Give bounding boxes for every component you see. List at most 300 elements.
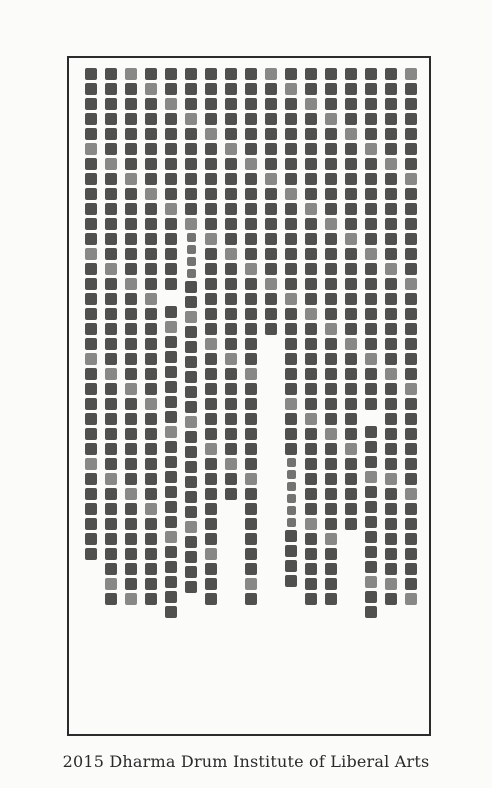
glyph (325, 383, 337, 395)
footer-credit: 2015 Dharma Drum Institute of Liberal Arts (62, 752, 430, 771)
glyph (365, 323, 377, 335)
glyph (165, 471, 177, 483)
glyph (205, 278, 217, 290)
glyph (105, 98, 117, 110)
glyph (245, 533, 257, 545)
glyph (187, 233, 196, 242)
glyph (145, 533, 157, 545)
glyph (365, 188, 377, 200)
glyph (305, 338, 317, 350)
glyph (125, 383, 137, 395)
glyph (205, 383, 217, 395)
glyph (185, 401, 197, 413)
glyph (365, 233, 377, 245)
glyph (325, 113, 337, 125)
glyph (205, 158, 217, 170)
glyph (125, 338, 137, 350)
glyph (165, 441, 177, 453)
glyph (345, 443, 357, 455)
glyph (145, 443, 157, 455)
glyph (165, 426, 177, 438)
glyph (287, 518, 296, 527)
glyph (105, 278, 117, 290)
glyph (325, 98, 337, 110)
glyph (185, 386, 197, 398)
glyph (385, 338, 397, 350)
glyph (405, 188, 417, 200)
glyph (125, 563, 137, 575)
glyph (225, 188, 237, 200)
glyph (325, 338, 337, 350)
glyph (245, 443, 257, 455)
glyph (285, 353, 297, 365)
glyph (405, 128, 417, 140)
glyph (125, 128, 137, 140)
glyph (325, 398, 337, 410)
glyph (265, 278, 277, 290)
glyph (245, 263, 257, 275)
glyph (145, 488, 157, 500)
glyph (225, 113, 237, 125)
glyph (165, 248, 177, 260)
glyph (385, 578, 397, 590)
glyph (185, 536, 197, 548)
glyph (187, 269, 196, 278)
glyph (205, 428, 217, 440)
glyph (245, 338, 257, 350)
glyph (385, 113, 397, 125)
glyph (165, 263, 177, 275)
glyph (105, 68, 117, 80)
glyph (165, 576, 177, 588)
glyph (285, 233, 297, 245)
glyph (285, 575, 297, 587)
glyph (145, 263, 157, 275)
glyph (345, 473, 357, 485)
glyph (285, 143, 297, 155)
glyph (245, 218, 257, 230)
glyph (105, 593, 117, 605)
glyph (105, 308, 117, 320)
glyph (245, 518, 257, 530)
glyph (385, 83, 397, 95)
glyph (245, 323, 257, 335)
glyph (385, 98, 397, 110)
glyph (185, 143, 197, 155)
glyph (385, 293, 397, 305)
glyph (305, 263, 317, 275)
glyph (105, 323, 117, 335)
glyph (125, 398, 137, 410)
glyph (165, 516, 177, 528)
glyph (325, 128, 337, 140)
text-column (303, 68, 319, 724)
glyph (165, 83, 177, 95)
glyph (345, 128, 357, 140)
glyph (205, 98, 217, 110)
glyph (305, 398, 317, 410)
glyph (165, 591, 177, 603)
glyph (105, 518, 117, 530)
punctuation-gap (365, 413, 377, 423)
glyph (125, 233, 137, 245)
glyph (85, 188, 97, 200)
glyph (345, 173, 357, 185)
glyph (365, 546, 377, 558)
glyph (385, 203, 397, 215)
glyph (125, 548, 137, 560)
glyph (245, 98, 257, 110)
glyph (285, 128, 297, 140)
glyph (205, 548, 217, 560)
glyph (265, 263, 277, 275)
glyph (385, 563, 397, 575)
glyph (145, 368, 157, 380)
glyph (225, 278, 237, 290)
glyph (165, 188, 177, 200)
glyph (85, 143, 97, 155)
glyph (225, 128, 237, 140)
glyph (305, 443, 317, 455)
glyph (165, 98, 177, 110)
glyph (185, 446, 197, 458)
glyph (105, 263, 117, 275)
glyph (185, 341, 197, 353)
glyph (345, 488, 357, 500)
glyph (305, 518, 317, 530)
glyph (345, 518, 357, 530)
glyph (287, 494, 296, 503)
glyph (245, 158, 257, 170)
glyph (345, 338, 357, 350)
glyph (205, 473, 217, 485)
text-column (223, 68, 239, 724)
glyph (245, 458, 257, 470)
glyph (145, 548, 157, 560)
glyph (325, 593, 337, 605)
glyph (85, 278, 97, 290)
glyph (385, 398, 397, 410)
glyph (85, 308, 97, 320)
glyph (365, 218, 377, 230)
glyph (325, 173, 337, 185)
glyph (325, 563, 337, 575)
glyph (165, 321, 177, 333)
glyph (125, 248, 137, 260)
glyph (125, 413, 137, 425)
glyph (265, 323, 277, 335)
glyph (305, 248, 317, 260)
glyph (365, 68, 377, 80)
glyph (245, 368, 257, 380)
glyph (325, 233, 337, 245)
glyph (165, 306, 177, 318)
text-column (183, 68, 199, 724)
glyph (325, 203, 337, 215)
glyph (365, 278, 377, 290)
glyph (285, 263, 297, 275)
glyph (265, 143, 277, 155)
glyph (305, 113, 317, 125)
glyph (145, 473, 157, 485)
vertical-text-columns (83, 68, 419, 724)
glyph (165, 501, 177, 513)
glyph (205, 143, 217, 155)
glyph (385, 218, 397, 230)
glyph (145, 383, 157, 395)
glyph (287, 458, 296, 467)
glyph (265, 113, 277, 125)
glyph (405, 158, 417, 170)
glyph (305, 128, 317, 140)
glyph (385, 68, 397, 80)
glyph (105, 473, 117, 485)
glyph (405, 518, 417, 530)
text-column (243, 68, 259, 724)
glyph (85, 353, 97, 365)
glyph (185, 188, 197, 200)
glyph (225, 98, 237, 110)
glyph (205, 398, 217, 410)
glyph (85, 173, 97, 185)
glyph (365, 173, 377, 185)
glyph (245, 128, 257, 140)
glyph (265, 158, 277, 170)
glyph (145, 83, 157, 95)
glyph (285, 398, 297, 410)
glyph (85, 383, 97, 395)
glyph (265, 98, 277, 110)
glyph (205, 458, 217, 470)
glyph (405, 353, 417, 365)
glyph (165, 456, 177, 468)
glyph (365, 398, 377, 410)
glyph (305, 323, 317, 335)
glyph (205, 593, 217, 605)
glyph (325, 263, 337, 275)
glyph (145, 233, 157, 245)
glyph (105, 533, 117, 545)
glyph (345, 458, 357, 470)
glyph (187, 257, 196, 266)
glyph (85, 218, 97, 230)
glyph (345, 383, 357, 395)
glyph (245, 383, 257, 395)
glyph (185, 431, 197, 443)
glyph (285, 173, 297, 185)
glyph (105, 383, 117, 395)
glyph (185, 476, 197, 488)
glyph (285, 203, 297, 215)
glyph (345, 263, 357, 275)
glyph (305, 473, 317, 485)
glyph (205, 503, 217, 515)
glyph (185, 326, 197, 338)
glyph (285, 158, 297, 170)
glyph (245, 248, 257, 260)
glyph (105, 248, 117, 260)
glyph (345, 368, 357, 380)
glyph (405, 593, 417, 605)
glyph (345, 308, 357, 320)
glyph (225, 293, 237, 305)
glyph (305, 578, 317, 590)
glyph (145, 218, 157, 230)
glyph (125, 188, 137, 200)
glyph (225, 458, 237, 470)
glyph (245, 68, 257, 80)
glyph (185, 158, 197, 170)
text-column (383, 68, 399, 724)
glyph (385, 473, 397, 485)
glyph (145, 278, 157, 290)
glyph (205, 113, 217, 125)
glyph (405, 203, 417, 215)
glyph (125, 68, 137, 80)
glyph (405, 278, 417, 290)
glyph (225, 338, 237, 350)
glyph (305, 83, 317, 95)
glyph (345, 98, 357, 110)
glyph (225, 263, 237, 275)
glyph (265, 128, 277, 140)
glyph (325, 413, 337, 425)
glyph (245, 548, 257, 560)
glyph (185, 491, 197, 503)
glyph (305, 548, 317, 560)
glyph (205, 128, 217, 140)
text-column (403, 68, 419, 724)
glyph (305, 98, 317, 110)
glyph (385, 143, 397, 155)
glyph (245, 233, 257, 245)
glyph (285, 560, 297, 572)
glyph (185, 173, 197, 185)
glyph (85, 413, 97, 425)
glyph (405, 443, 417, 455)
glyph (225, 308, 237, 320)
glyph (385, 503, 397, 515)
glyph (385, 158, 397, 170)
glyph (125, 293, 137, 305)
glyph (225, 218, 237, 230)
glyph (305, 173, 317, 185)
glyph (385, 533, 397, 545)
glyph (105, 158, 117, 170)
glyph (125, 428, 137, 440)
glyph (385, 428, 397, 440)
glyph (205, 338, 217, 350)
glyph (305, 278, 317, 290)
glyph (145, 293, 157, 305)
glyph (245, 398, 257, 410)
glyph (145, 143, 157, 155)
glyph (165, 351, 177, 363)
glyph (325, 428, 337, 440)
glyph (405, 323, 417, 335)
glyph (325, 548, 337, 560)
glyph (365, 308, 377, 320)
glyph (265, 173, 277, 185)
glyph (265, 83, 277, 95)
glyph (185, 296, 197, 308)
glyph (85, 518, 97, 530)
glyph (305, 203, 317, 215)
glyph (225, 428, 237, 440)
glyph (125, 98, 137, 110)
glyph (85, 128, 97, 140)
glyph (405, 113, 417, 125)
glyph (145, 353, 157, 365)
glyph (205, 368, 217, 380)
glyph (85, 428, 97, 440)
glyph (405, 503, 417, 515)
glyph (165, 128, 177, 140)
glyph (405, 173, 417, 185)
glyph (245, 593, 257, 605)
glyph (245, 113, 257, 125)
glyph (205, 518, 217, 530)
glyph (325, 353, 337, 365)
glyph (345, 233, 357, 245)
glyph (125, 518, 137, 530)
glyph (405, 473, 417, 485)
glyph (205, 203, 217, 215)
glyph (225, 398, 237, 410)
glyph (345, 158, 357, 170)
glyph (245, 488, 257, 500)
glyph (405, 98, 417, 110)
glyph (385, 443, 397, 455)
glyph (225, 173, 237, 185)
glyph (85, 263, 97, 275)
glyph (125, 488, 137, 500)
glyph (285, 278, 297, 290)
glyph (285, 293, 297, 305)
glyph (145, 503, 157, 515)
glyph (225, 353, 237, 365)
glyph (365, 486, 377, 498)
glyph (165, 233, 177, 245)
glyph (325, 578, 337, 590)
glyph (305, 308, 317, 320)
glyph (245, 308, 257, 320)
glyph (405, 398, 417, 410)
text-column (163, 68, 179, 724)
glyph (325, 533, 337, 545)
glyph (345, 413, 357, 425)
glyph (225, 323, 237, 335)
text-column (323, 68, 339, 724)
glyph (125, 218, 137, 230)
glyph (105, 488, 117, 500)
glyph (365, 606, 377, 618)
punctuation-gap (165, 293, 177, 303)
glyph (105, 143, 117, 155)
glyph (385, 488, 397, 500)
glyph (325, 68, 337, 80)
glyph (405, 368, 417, 380)
glyph (165, 143, 177, 155)
glyph (125, 503, 137, 515)
glyph (105, 443, 117, 455)
glyph (345, 248, 357, 260)
glyph (125, 203, 137, 215)
glyph (405, 578, 417, 590)
glyph (185, 311, 197, 323)
text-column (103, 68, 119, 724)
glyph (385, 233, 397, 245)
